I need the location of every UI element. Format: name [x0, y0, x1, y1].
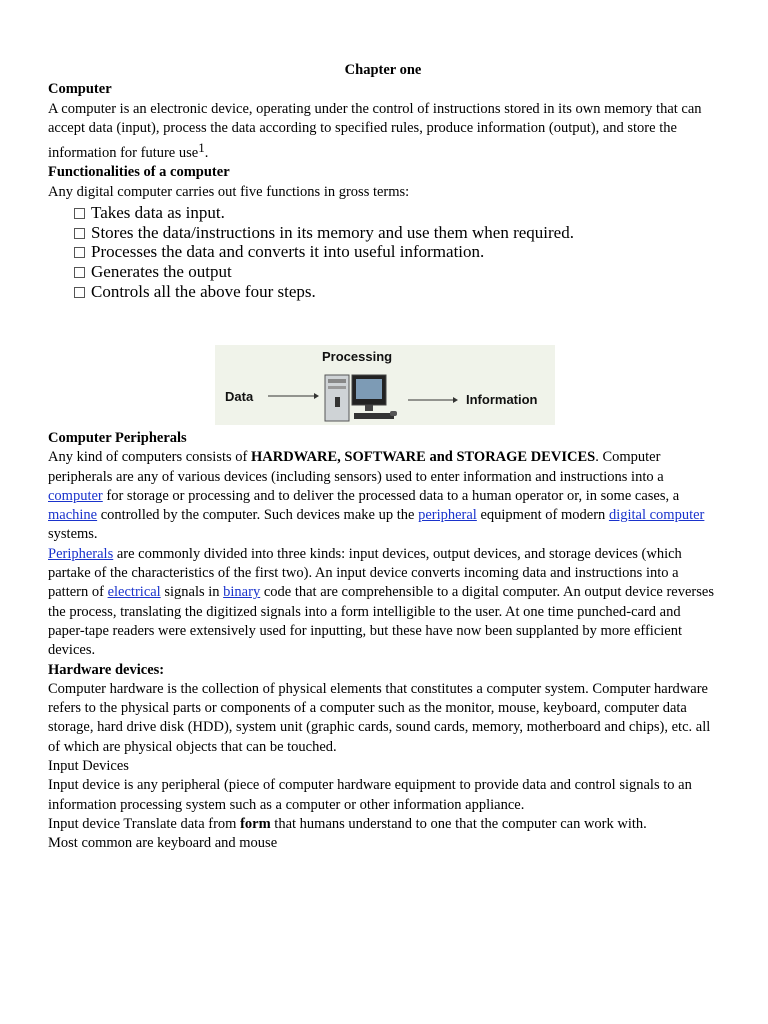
arrow-icon — [408, 397, 458, 403]
input-devices-paragraph-3: Most common are keyboard and mouse — [48, 835, 278, 852]
peripherals-link[interactable]: Peripherals — [48, 545, 114, 562]
checkbox-icon — [74, 228, 85, 239]
processing-label: Processing — [322, 349, 393, 364]
peripherals-paragraph-1: Any kind of computers consists of HARDWARE, SOFTWARE and STORAGE DEVICES. Computer peripherals are any of various devices (including sensors) used to enter information and instructions into a computer for storage or processing and to deliver the processed data to a human operator or, in some cases, a machine controlled by the computer. Such devices make up the peripheral equipment of modern digital computer systems. — [48, 449, 705, 543]
checkbox-icon — [74, 287, 85, 298]
computer-heading: Computer — [48, 81, 112, 98]
functionalities-heading: Functionalities of a computer — [48, 164, 230, 181]
computer-icon — [325, 375, 397, 421]
functionalities-intro: Any digital computer carries out five functions in gross terms: — [48, 183, 410, 200]
hardware-paragraph: Computer hardware is the collection of physical elements that constitutes a computer system. Computer hardware refers to the physical parts or components of a computer such as the monitor, mouse, keyboard, computer data storage, hard drive disk (HDD), system unit (graphic cards, sound cards, memory, motherboard and chips), etc. all of which are physical objects that can be touched. — [48, 680, 711, 755]
information-label: Information — [466, 392, 538, 407]
input-devices-paragraph-1: Input device is any peripheral (piece of computer hardware equipment to provide data and control signals to an information processing system such as a computer or other information appliance. — [48, 777, 692, 813]
document-page — [48, 61, 718, 302]
hardware-heading: Hardware devices: — [48, 661, 165, 678]
list-item: Stores the data/instructions in its memory and use them when required. — [74, 223, 718, 243]
list-item: Processes the data and converts it into useful information. — [74, 242, 718, 262]
peripherals-paragraph-2: Peripherals are commonly divided into three kinds: input devices, output devices, and storage devices (which partake of the characteristics of the first two). An input device converts incoming data and instructions into a pattern of electrical signals in binary code that are comprehensible to a digital computer. An output device reverses the process, translating the digitized signals into a form intelligible to the user. At one time punched-card and paper-tape readers were extensively used for inputting, but these have now been supplanted by more efficient devices. — [48, 545, 714, 659]
list-item: Generates the output — [74, 262, 718, 282]
checkbox-icon — [74, 267, 85, 278]
digital-computer-link[interactable]: digital computer — [608, 507, 705, 524]
chapter-title: Chapter one — [344, 62, 422, 78]
checkbox-icon — [74, 208, 85, 219]
arrow-icon — [268, 393, 319, 399]
list-item: Controls all the above four steps. — [74, 282, 718, 302]
functions-list — [74, 203, 718, 302]
input-devices-heading: Input Devices — [48, 758, 129, 775]
footnote-ref[interactable]: 1 — [198, 140, 205, 156]
binary-link[interactable]: binary — [223, 584, 261, 601]
electrical-link[interactable]: electrical — [107, 584, 161, 601]
computer-link[interactable]: computer — [48, 487, 103, 504]
peripherals-heading: Computer Peripherals — [48, 430, 187, 446]
lower-content — [48, 429, 720, 854]
machine-link[interactable]: machine — [48, 507, 98, 524]
input-devices-paragraph-2: Input device Translate data from form that humans understand to one that the computer can work with. — [48, 815, 647, 832]
checkbox-icon — [74, 247, 85, 258]
computer-definition: A computer is an electronic device, operating under the control of instructions stored in its own memory that can accept data (input), process the data according to specified rules, produce information (output), and store the information for future use1. — [48, 100, 702, 162]
processing-diagram — [215, 345, 555, 425]
list-item: Takes data as input. — [74, 203, 718, 223]
peripheral-link[interactable]: peripheral — [418, 507, 477, 524]
data-label: Data — [225, 389, 254, 404]
